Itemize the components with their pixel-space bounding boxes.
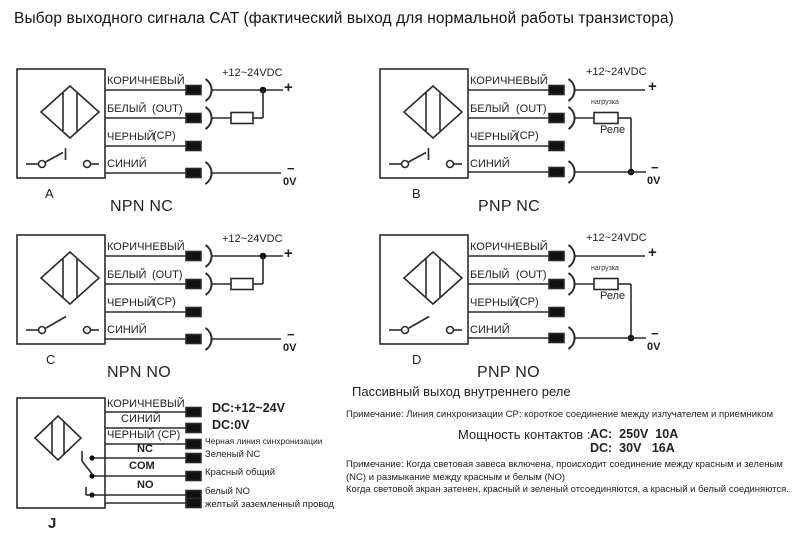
relay-load-resistor-icon [594,113,618,124]
j-nc-label: NC [137,443,153,455]
passive-output-heading: Пассивный выход внутреннего реле [352,384,571,399]
b-caption: PNP NC [478,198,540,215]
sensor-diamond-icon [35,416,81,460]
contact-rating-ac: AC: 250V 10A [590,427,679,441]
connector-plug-icon [206,245,212,267]
b-load-label: нагрузка [591,99,619,106]
sensor-box [380,235,468,344]
d-caption: PNP NO [477,364,540,381]
note-cp-sync: Примечание: Линия синхронизации CP: короткое соединение между излучателем и приемником [346,409,774,420]
a-wire-white-label: БЕЛЫЙ [107,103,147,115]
b-minus-label: − [651,160,659,175]
a-caption: NPN NC [110,198,174,215]
j-wire-brown-label: КОРИЧНЕВЫЙ [107,398,185,410]
b-relay-label: Реле [600,124,626,136]
c-caption: NPN NO [107,364,172,381]
sensor-diamond-icon [404,252,462,304]
a-zero-volt-label: 0V [283,176,297,188]
j-yellow-ground-label: желтый заземленный провод [205,499,334,510]
j-letter: J [48,515,57,532]
d-load-label: нагрузка [591,265,619,272]
b-wire-black-label: ЧЕРНЫЙ [470,131,518,143]
no-switch-icon [26,317,99,334]
a-letter: A [45,186,54,201]
j-dc-zero-label: DC:0V [212,418,250,432]
b-out-label: (OUT) [516,103,547,115]
c-cp-label: (CP) [153,296,176,308]
nc-switch-icon [26,148,99,168]
page-title: Выбор выходного сигнала CAT (фактический выход для нормальной работы транзистора) [14,10,674,27]
j-dc-plus-label: DC:+12~24V [212,401,285,415]
d-relay-label: Реле [600,290,626,302]
d-wire-black-label: ЧЕРНЫЙ [470,297,518,309]
d-letter: D [412,352,422,367]
b-wire-blue-label: СИНИЙ [470,158,510,170]
d-out-label: (OUT) [516,269,547,281]
note-curtain-line2: (NC) и размыкание между красным и белым (NO) [346,472,566,483]
c-plus-label: + [284,245,293,262]
b-letter: B [412,186,421,201]
j-com-label: COM [129,460,155,472]
a-out-label: (OUT) [152,103,183,115]
c-wire-blue-label: СИНИЙ [107,324,147,336]
connector-plug-icon [569,161,575,183]
a-wire-black-label: ЧЕРНЫЙ [107,131,155,143]
b-wire-brown-label: КОРИЧНЕВЫЙ [470,75,548,87]
b-wire-white-label: БЕЛЫЙ [470,103,510,115]
d-wire-white-label: БЕЛЫЙ [470,269,510,281]
a-plus-label: + [284,79,293,96]
c-wire-brown-label: КОРИЧНЕВЫЙ [107,241,185,253]
connector-plug-icon [569,245,575,267]
connector-plug-icon [569,79,575,101]
b-cp-label: (CP) [516,130,539,142]
d-plus-label: + [648,244,657,261]
load-resistor-icon [231,113,253,124]
a-minus-label: − [287,161,295,176]
connector-plug-icon [206,79,212,101]
sensor-box [17,398,105,508]
diagram-j-circuit [17,398,201,508]
j-red-common-label: Красный общий [205,467,276,478]
c-wire-white-label: БЕЛЫЙ [107,269,147,281]
j-white-no-label: белый NO [205,486,250,497]
c-minus-label: − [287,327,295,342]
c-letter: C [46,352,56,367]
note-curtain-line3: Когда световой экран затенен, красный и зеленый отсоединяются, а красный и белый соединяются. [346,484,789,495]
connector-plug-icon [206,162,212,184]
c-zero-volt-label: 0V [283,342,297,354]
nc-switch-icon [389,148,462,168]
connector-plug-icon [206,328,212,350]
sensor-diamond-icon [404,86,462,138]
relay-load-resistor-icon [594,279,618,290]
sensor-diamond-icon [41,252,99,304]
sensor-box [17,235,105,344]
d-supply-label: +12~24VDC [586,232,647,244]
note-curtain-line1: Примечание: Когда световая завеса включена, происходит соединение между красным и зеленым [346,459,783,470]
b-supply-label: +12~24VDC [586,66,647,78]
connector-plug-icon [206,273,212,295]
wire-terminal [186,86,201,95]
connector-plug-icon [569,273,575,295]
no-switch-icon [389,317,462,334]
a-wire-brown-label: КОРИЧНЕВЫЙ [107,75,185,87]
changeover-switch-icon [82,451,95,498]
d-wire-brown-label: КОРИЧНЕВЫЙ [470,241,548,253]
sensor-box [17,69,105,178]
b-zero-volt-label: 0V [647,175,661,187]
c-wire-black-label: ЧЕРНЫЙ [107,297,155,309]
a-cp-label: (CP) [153,130,176,142]
connector-plug-icon [206,107,212,129]
j-no-label: NO [137,479,154,491]
j-green-nc-label: Зеленый NC [205,449,261,460]
b-plus-label: + [648,78,657,95]
j-wire-blue-label: СИНИЙ [121,413,161,425]
d-cp-label: (CP) [516,296,539,308]
a-wire-blue-label: СИНИЙ [107,158,147,170]
d-zero-volt-label: 0V [647,341,661,353]
j-sync-line-label: Черная линия синхронизации [205,436,323,446]
a-supply-label: +12~24VDC [222,67,283,79]
connector-plug-icon [569,327,575,349]
c-out-label: (OUT) [152,269,183,281]
contact-rating-label: Мощность контактов : [458,427,591,442]
c-supply-label: +12~24VDC [222,233,283,245]
sensor-box [380,69,468,178]
load-resistor-icon [231,279,253,290]
d-minus-label: − [651,326,659,341]
connector-plug-icon [569,107,575,129]
sensor-diamond-icon [41,86,99,138]
d-wire-blue-label: СИНИЙ [470,324,510,336]
j-wire-black-cp-label: ЧЕРНЫЙ (CP) [107,429,181,441]
contact-rating-dc: DC: 30V 16A [590,441,675,455]
